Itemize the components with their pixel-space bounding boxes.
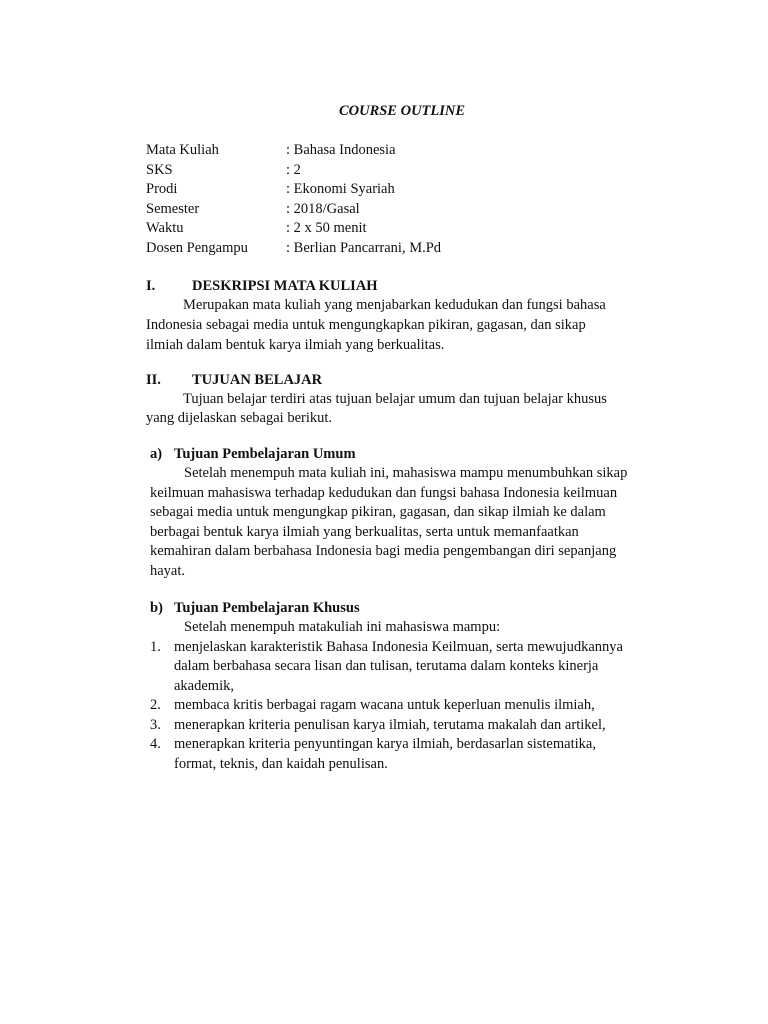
info-value: : 2: [286, 161, 301, 178]
list-item-line: menjelaskan karakteristik Bahasa Indonesia Keilmuan, serta mewujudkannya: [174, 639, 623, 655]
info-value: : Berlian Pancarrani, M.Pd: [286, 239, 442, 256]
list-number: 3.: [150, 717, 161, 733]
info-label: Waktu: [146, 220, 184, 236]
info-value: : 2018/Gasal: [286, 200, 360, 217]
sub-a-heading: Tujuan Pembelajaran Umum: [174, 446, 356, 462]
list-number: 2.: [150, 697, 161, 713]
sub-a-line: sebagai media untuk mengungkap pikiran, gagasan, dan sikap ilmiah ke dalam: [150, 504, 606, 520]
sub-b-intro: Setelah menempuh matakuliah ini mahasiswa mampu:: [184, 619, 501, 635]
list-item-line: format, teknis, dan kaidah penulisan.: [174, 756, 388, 772]
sub-a-line: hayat.: [150, 563, 186, 579]
sub-a-line: keilmuan mahasiswa terhadap kedudukan dan fungsi bahasa Indonesia keilmuan: [150, 485, 618, 501]
info-value: : Bahasa Indonesia: [286, 142, 396, 158]
section-1-heading: DESKRIPSI MATA KULIAH: [192, 278, 378, 294]
info-value: : Ekonomi Syariah: [286, 181, 395, 197]
list-item-line: menerapkan kriteria penulisan karya ilmiah, terutama makalah dan artikel,: [174, 717, 606, 733]
info-label: Semester: [146, 200, 200, 217]
list-number: 4.: [150, 736, 161, 752]
list-item-line: menerapkan kriteria penyuntingan karya ilmiah, berdasarlan sistematika,: [174, 736, 596, 752]
section-2-line: Tujuan belajar terdiri atas tujuan belajar umum dan tujuan belajar khusus: [183, 391, 607, 407]
info-label: Dosen Pengampu: [146, 239, 248, 256]
section-2-number: II.: [146, 372, 161, 388]
sub-b-heading: Tujuan Pembelajaran Khusus: [174, 600, 360, 616]
section-2-line: yang dijelaskan sebagai berikut.: [146, 410, 333, 426]
document-title: COURSE OUTLINE: [338, 103, 466, 119]
sub-a-line: Setelah menempuh mata kuliah ini, mahasiswa mampu menumbuhkan sikap: [184, 465, 628, 481]
sub-a-line: kemahiran dalam berbahasa Indonesia bagi media pengembangan diri sepanjang: [150, 543, 617, 559]
list-item-line: dalam berbahasa secara lisan dan tulisan, terutama dalam konteks kinerja: [174, 658, 599, 674]
section-1-number: I.: [146, 278, 156, 294]
info-label: Mata Kuliah: [146, 142, 219, 158]
list-number: 1.: [150, 639, 161, 655]
list-item-line: akademik,: [174, 678, 234, 694]
section-1-line: ilmiah dalam bentuk karya ilmiah yang berkualitas.: [146, 337, 445, 353]
sub-b-marker: b): [150, 600, 163, 616]
section-1-line: Merupakan mata kuliah yang menjabarkan kedudukan dan fungsi bahasa: [183, 297, 606, 313]
list-item-line: membaca kritis berbagai ragam wacana untuk keperluan menulis ilmiah,: [174, 697, 595, 713]
info-label: Prodi: [146, 181, 178, 197]
section-1-line: Indonesia sebagai media untuk mengungkapkan pikiran, gagasan, dan sikap: [146, 317, 586, 333]
info-label: SKS: [146, 161, 173, 178]
sub-a-line: berbagai bentuk karya ilmiah yang berkualitas, serta untuk memanfaatkan: [150, 524, 579, 540]
info-value: : 2 x 50 menit: [286, 220, 367, 236]
section-2-heading: TUJUAN BELAJAR: [192, 372, 323, 388]
sub-a-marker: a): [150, 446, 163, 462]
